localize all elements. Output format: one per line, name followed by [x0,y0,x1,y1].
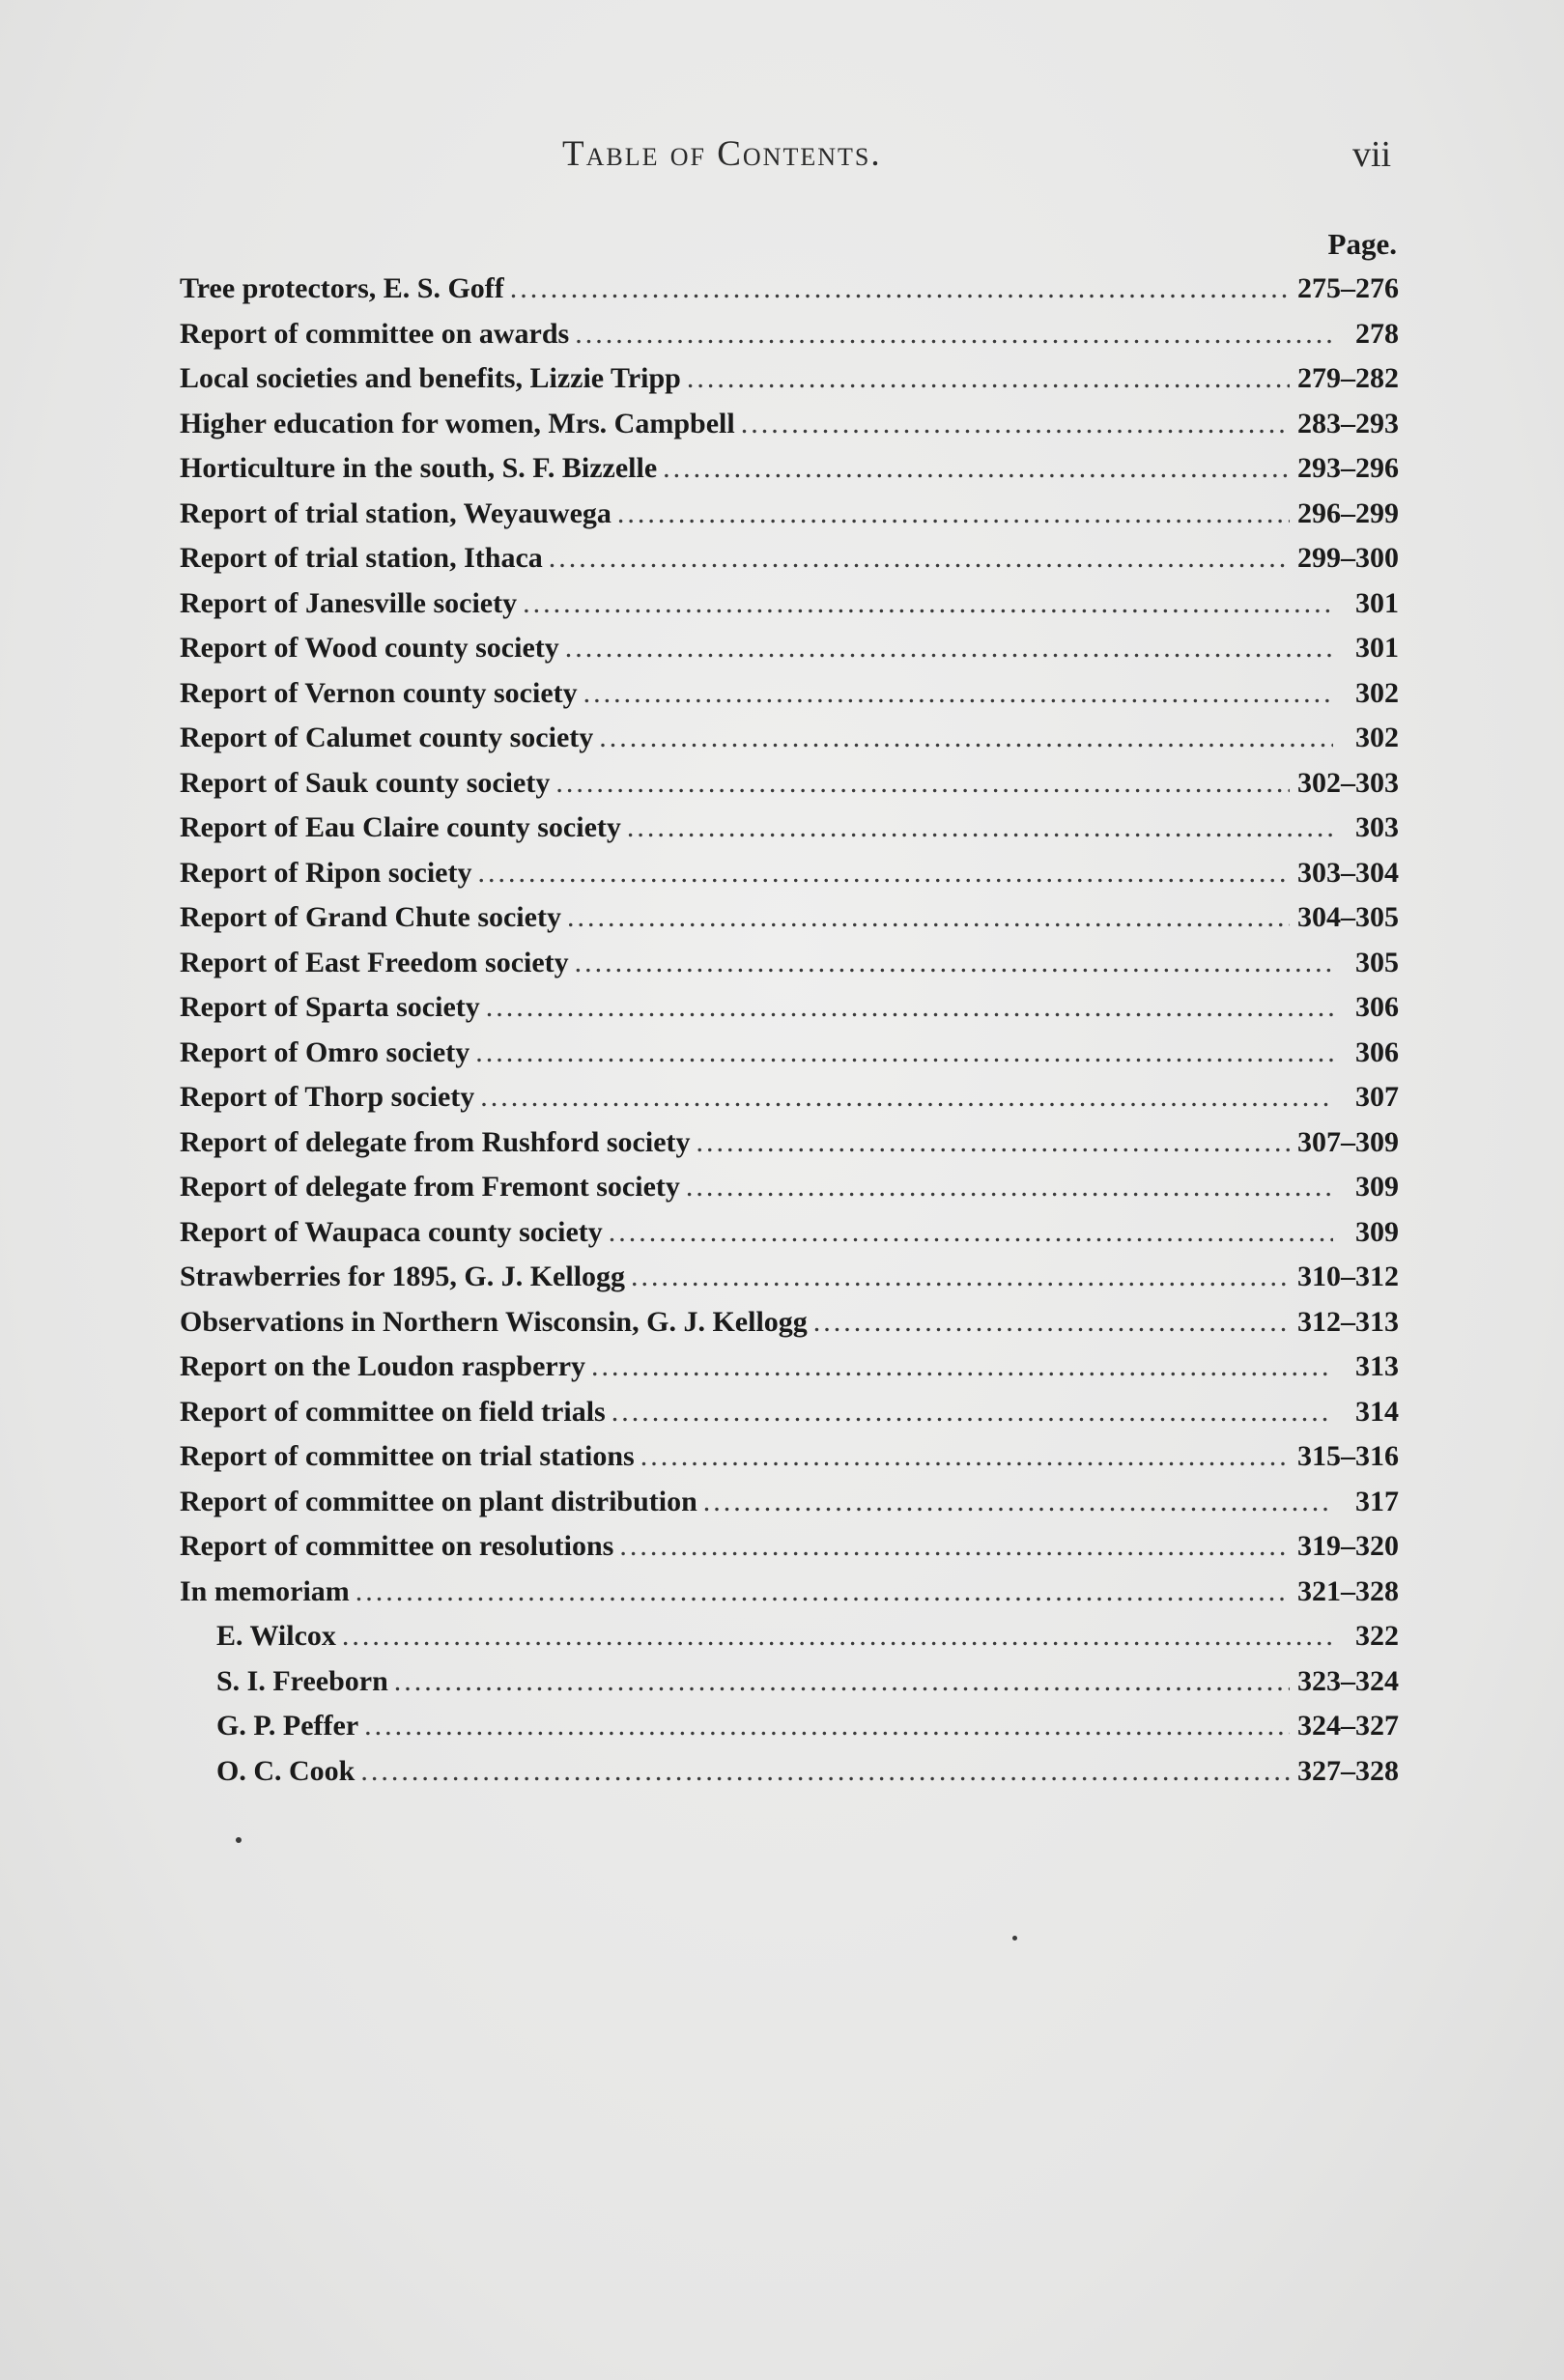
toc-entry [180,1300,1399,1346]
entry-page-number: 317 [1355,1485,1399,1517]
toc-entry [180,671,1399,717]
entry-page-number: 321–328 [1297,1574,1399,1607]
toc-entry [180,1345,1399,1390]
entry-page-number: 279–282 [1297,362,1399,394]
entry-title: Report of committee on trial stations [180,1440,635,1472]
table-of-contents [180,222,1399,1794]
entry-page-number: 307 [1355,1081,1399,1113]
dot-leader [611,1390,1333,1435]
dot-leader [631,1255,1290,1300]
running-head [0,133,1564,182]
running-title: Table of Contents. [562,134,882,174]
dot-leader [565,626,1333,671]
dot-leader [703,1480,1333,1525]
entry-title: Report of Thorp society [180,1081,475,1113]
entry-page-number: 278 [1355,317,1399,350]
print-speck [236,1837,242,1843]
dot-leader [627,806,1333,851]
toc-subentry [180,1614,1399,1659]
dot-leader [549,536,1290,581]
entry-page-number: 301 [1355,586,1399,619]
entry-page-number: 305 [1355,946,1399,978]
entry-title: Report of Grand Chute society [180,901,561,933]
entry-page-number: 323–324 [1297,1664,1399,1697]
dot-leader [510,267,1290,312]
toc-entry [180,536,1399,581]
toc-entry [180,626,1399,671]
entry-title: G. P. Peffer [216,1710,359,1742]
entry-title: Strawberries for 1895, G. J. Kellogg [180,1261,626,1292]
dot-leader [364,1704,1290,1749]
dot-leader [486,985,1333,1031]
entry-page-number: 302–303 [1297,766,1399,799]
dot-leader [477,851,1290,896]
entry-title: Higher education for women, Mrs. Campbell [180,407,735,439]
entry-page-number: 306 [1355,991,1399,1023]
dot-leader [583,671,1333,717]
toc-entry [180,1390,1399,1435]
entry-title: Report of Eau Claire county society [180,811,621,843]
dot-leader [342,1614,1333,1659]
entry-title: Report of Omro society [180,1035,470,1068]
toc-entry [180,581,1399,627]
entry-title: S. I. Freeborn [216,1664,388,1697]
toc-entry [180,1165,1399,1210]
entry-page-number: 307–309 [1297,1125,1399,1158]
dot-leader [617,492,1290,537]
entry-title: E. Wilcox [216,1620,336,1652]
toc-entry [180,446,1399,492]
entry-title: Report of committee on awards [180,317,570,350]
print-speck [1012,1936,1017,1941]
entry-title: Report of committee on field trials [180,1395,606,1428]
entry-title: Report of delegate from Fremont society [180,1171,680,1203]
entry-page-number: 327–328 [1297,1754,1399,1787]
entry-page-number: 303–304 [1297,856,1399,889]
toc-entry [180,1210,1399,1256]
entry-title: Report of committee on resolutions [180,1530,614,1562]
entry-page-number: 309 [1355,1215,1399,1248]
toc-entry [180,716,1399,761]
toc-entry [180,1434,1399,1480]
dot-leader [599,716,1333,761]
entry-page-number: 306 [1355,1035,1399,1068]
toc-entry [180,402,1399,447]
entry-page-number: 301 [1355,632,1399,664]
entry-title: Report of Janesville society [180,586,518,619]
entry-page-number: 283–293 [1297,407,1399,439]
dot-leader [741,402,1290,447]
entry-page-number: 322 [1355,1620,1399,1652]
dot-leader [394,1659,1290,1705]
entry-page-number: 299–300 [1297,542,1399,574]
entry-page-number: 296–299 [1297,496,1399,529]
dot-leader [355,1570,1290,1615]
toc-subentry [180,1704,1399,1749]
entry-page-number: 314 [1355,1395,1399,1428]
toc-entry [180,267,1399,312]
entry-title: Report of Sparta society [180,991,480,1023]
entry-page-number: 304–305 [1297,901,1399,933]
entry-page-number: 324–327 [1297,1710,1399,1742]
dot-leader [697,1120,1290,1166]
dot-leader [475,1031,1333,1076]
toc-entry [180,941,1399,986]
dot-leader [686,1165,1333,1210]
entry-page-number: 309 [1355,1171,1399,1203]
dot-leader [619,1524,1290,1570]
entry-title: Report of trial station, Ithaca [180,542,543,574]
entry-title: Observations in Northern Wisconsin, G. J. Kellogg [180,1305,808,1338]
toc-entry [180,492,1399,537]
toc-entry [180,1031,1399,1076]
dot-leader [555,761,1290,807]
dot-leader [813,1300,1290,1346]
dot-leader [360,1749,1290,1795]
entry-page-number: 313 [1355,1350,1399,1382]
entry-page-number: 302 [1355,722,1399,753]
toc-entry [180,806,1399,851]
dot-leader [609,1210,1333,1256]
entry-title: Report of East Freedom society [180,946,569,978]
toc-entry [180,895,1399,941]
entry-title: Report of Wood county society [180,632,559,664]
entry-title: Report of trial station, Weyauwega [180,496,611,529]
toc-entry [180,985,1399,1031]
entry-title: Report of delegate from Rushford society [180,1125,691,1158]
entry-title: Local societies and benefits, Lizzie Tripp [180,362,681,394]
toc-entry [180,312,1399,357]
entry-page-number: 275–276 [1297,272,1399,304]
entry-title: Report of committee on plant distribution [180,1485,697,1517]
dot-leader [480,1075,1333,1120]
toc-entry [180,1255,1399,1300]
toc-subentry [180,1749,1399,1795]
entry-title: Report of Sauk county society [180,766,551,799]
entry-title: In memoriam [180,1574,350,1607]
entry-title: Report of Waupaca county society [180,1215,603,1248]
dot-leader [663,446,1290,492]
page-number: vii [1352,134,1392,175]
entry-page-number: 312–313 [1297,1305,1399,1338]
dot-leader [591,1345,1333,1390]
entry-title: Horticulture in the south, S. F. Bizzelle [180,452,658,484]
toc-entry [180,1524,1399,1570]
entry-page-number: 310–312 [1297,1261,1399,1292]
dot-leader [523,581,1333,627]
toc-entry [180,1120,1399,1166]
entry-title: Tree protectors, E. S. Goff [180,272,504,304]
toc-entry [180,1075,1399,1120]
dot-leader [567,895,1290,941]
toc-entry [180,1570,1399,1615]
toc-subentry [180,1659,1399,1705]
entry-title: Report of Calumet county society [180,722,594,753]
entry-page-number: 303 [1355,811,1399,843]
toc-entry [180,851,1399,896]
entry-page-number: 315–316 [1297,1440,1399,1472]
entry-title: Report of Vernon county society [180,676,578,709]
entry-page-number: 319–320 [1297,1530,1399,1562]
entry-title: Report of Ripon society [180,856,472,889]
dot-leader [687,356,1290,402]
toc-entry-list [180,267,1399,1794]
entry-title: O. C. Cook [216,1754,355,1787]
dot-leader [575,941,1333,986]
dot-leader [640,1434,1290,1480]
entry-title: Report on the Loudon raspberry [180,1350,586,1382]
toc-entry [180,1480,1399,1525]
page-column-heading: Page. [1327,227,1397,261]
entry-page-number: 302 [1355,676,1399,709]
dot-leader [575,312,1333,357]
toc-entry [180,356,1399,402]
entry-page-number: 293–296 [1297,452,1399,484]
toc-entry [180,761,1399,807]
